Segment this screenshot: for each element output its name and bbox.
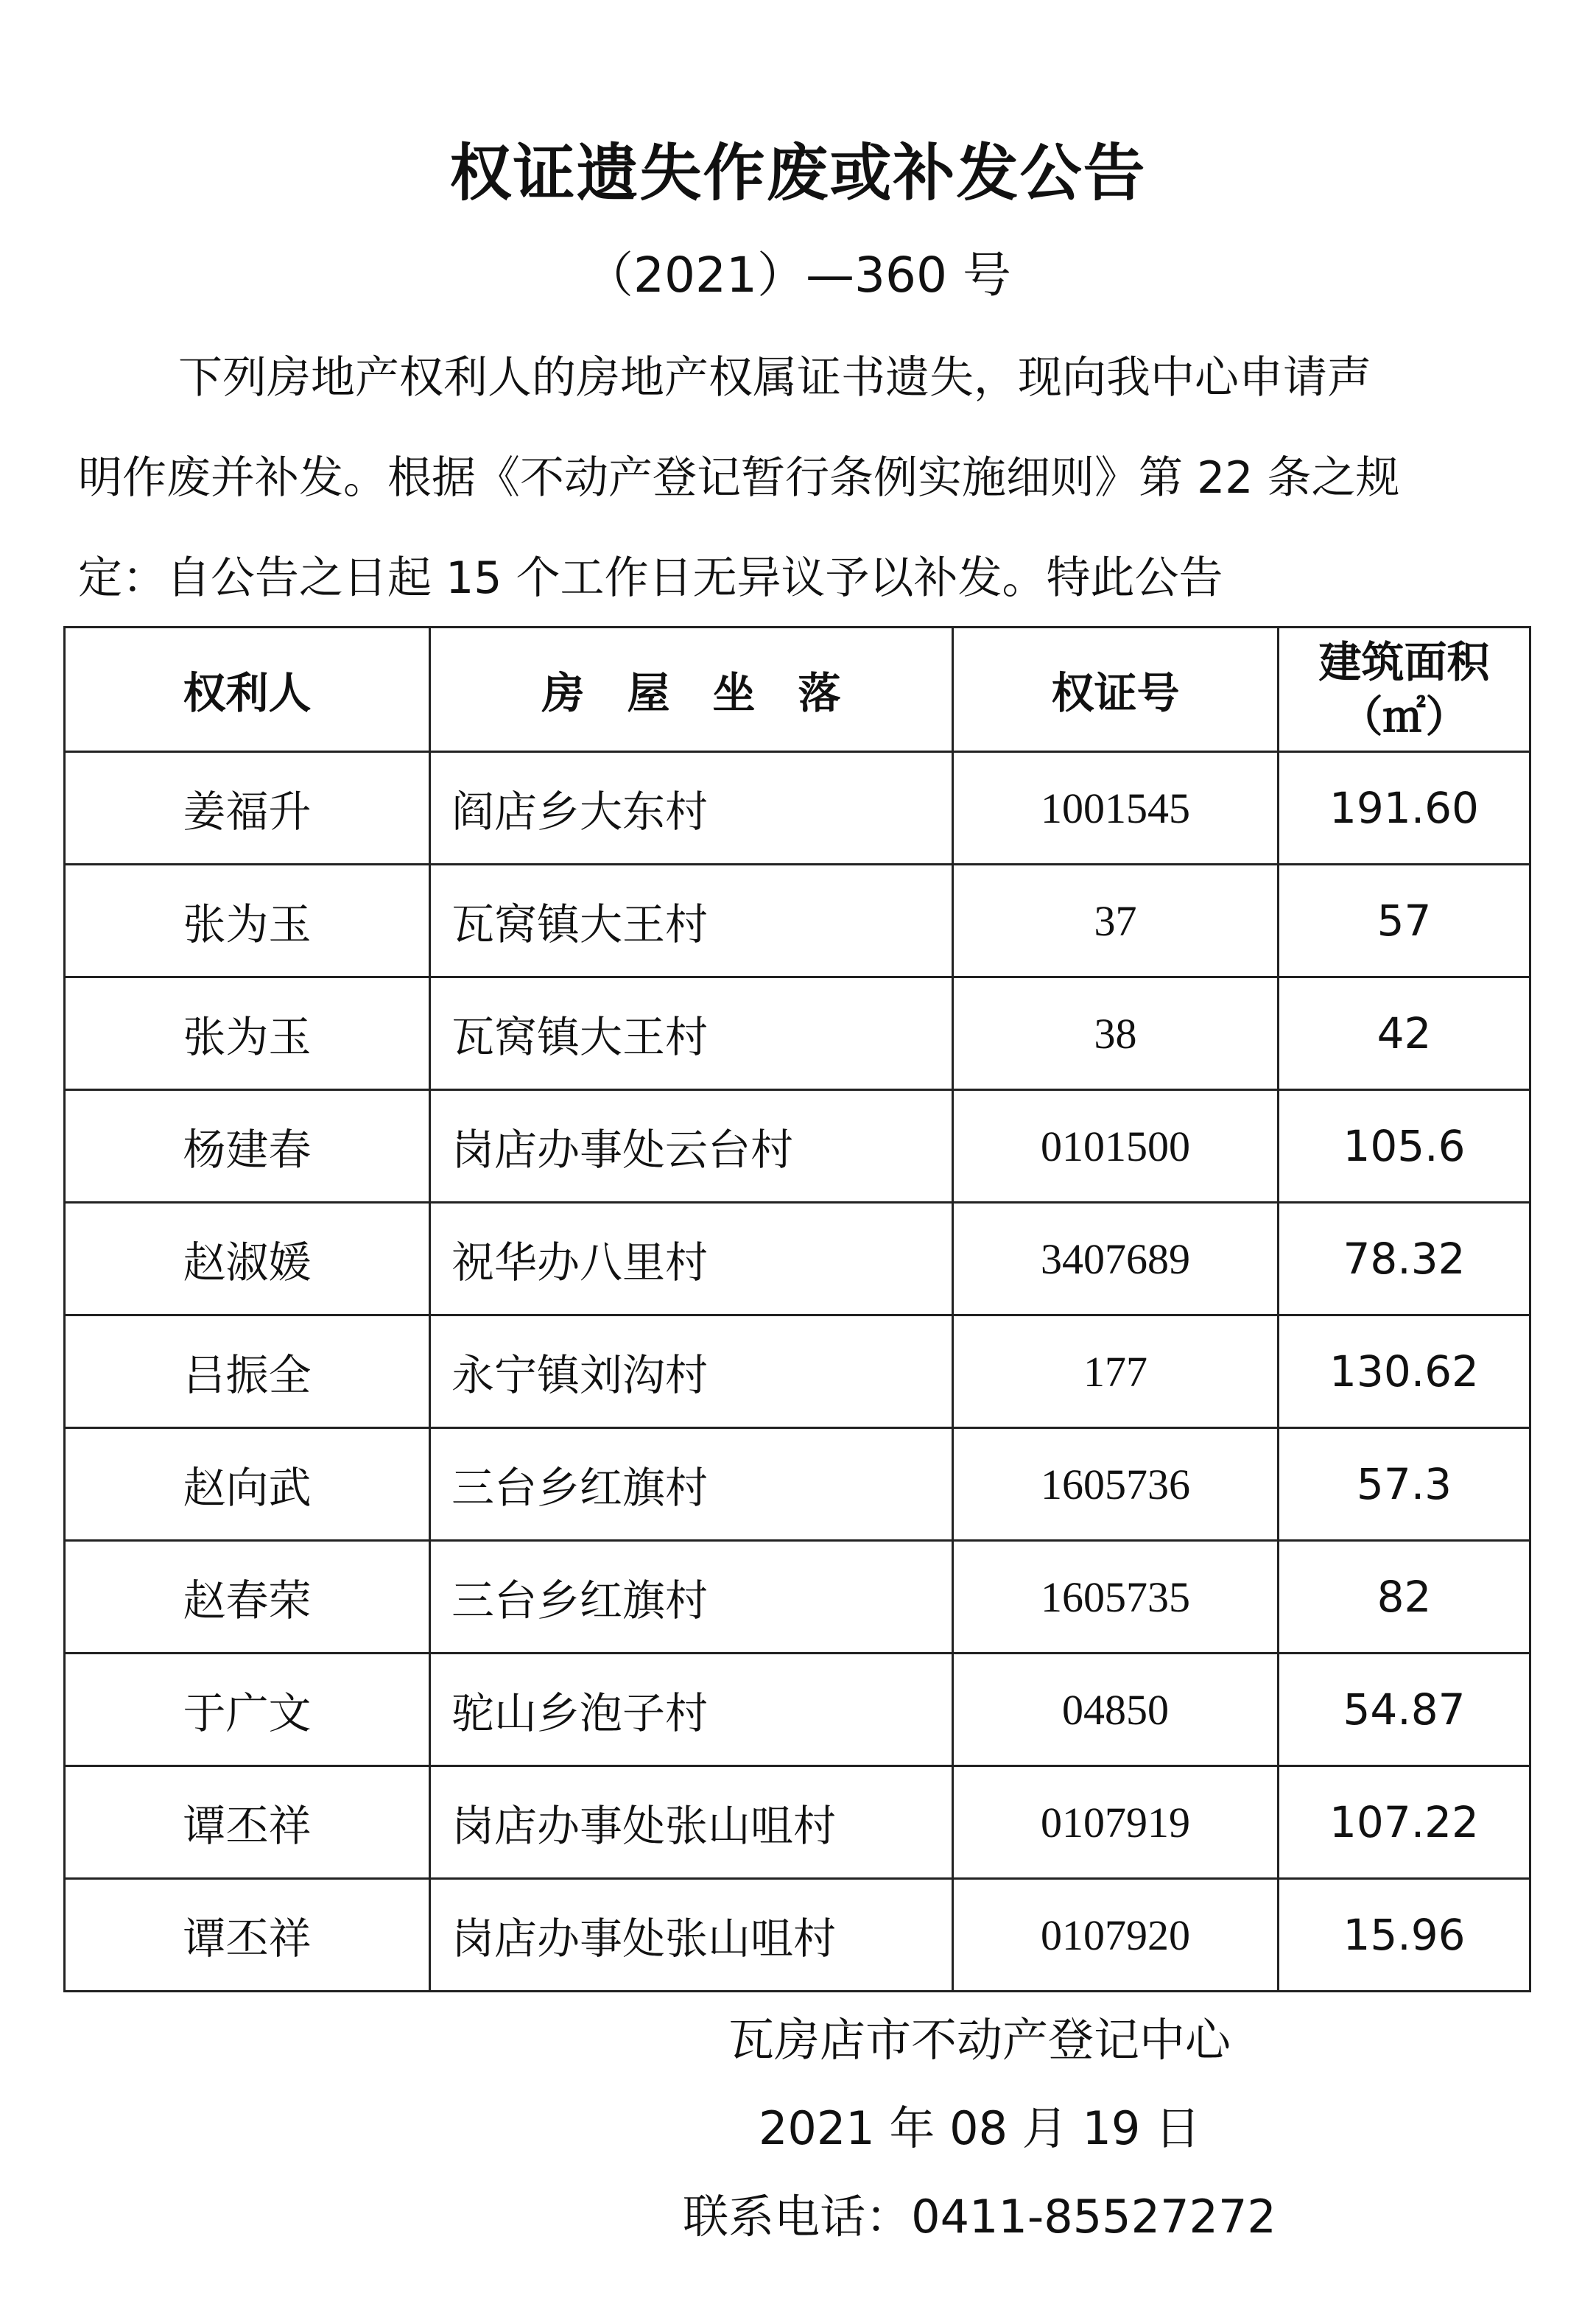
records-table <box>63 626 1531 1992</box>
table-row <box>65 1879 1530 1992</box>
area-cell: 82 <box>1279 1541 1530 1654</box>
table-row <box>65 1654 1530 1766</box>
location-cell: 瓦窝镇大王村 <box>430 865 953 977</box>
certificate-cell: 0107920 <box>953 1879 1279 1992</box>
certificate-cell: 38 <box>953 977 1279 1090</box>
location-cell: 岗店办事处张山咀村 <box>430 1879 953 1992</box>
location-cell: 驼山乡泡子村 <box>430 1654 953 1766</box>
table-header-row <box>65 628 1530 752</box>
issue-date: 2021 年 08 月 19 日 <box>758 2101 1201 2155</box>
table-row <box>65 1541 1530 1654</box>
header-area-unit: （㎡） <box>1340 692 1469 742</box>
owner-cell: 谭丕祥 <box>65 1879 430 1992</box>
area-cell: 105.6 <box>1279 1090 1530 1203</box>
table-row <box>65 1090 1530 1203</box>
area-cell: 42 <box>1279 977 1530 1090</box>
issuing-organization: 瓦房店市不动产登记中心 <box>728 2013 1231 2067</box>
table-body <box>65 752 1530 1992</box>
certificate-cell: 0107919 <box>953 1766 1279 1879</box>
header-certificate: 权证号 <box>953 628 1279 752</box>
table-row <box>65 1203 1530 1315</box>
certificate-cell: 0101500 <box>953 1090 1279 1203</box>
owner-cell: 张为玉 <box>65 865 430 977</box>
paragraph-line-1: 下列房地产权利人的房地产权属证书遗失，现向我中心申请声 <box>178 352 1371 404</box>
page-title: 权证遗失作废或补发公告 <box>449 137 1147 209</box>
table-row <box>65 1766 1530 1879</box>
header-location: 房 屋 坐 落 <box>430 628 953 752</box>
table-row <box>65 1428 1530 1541</box>
area-cell: 57.3 <box>1279 1428 1530 1541</box>
owner-cell: 姜福升 <box>65 752 430 865</box>
location-cell: 祝华办八里村 <box>430 1203 953 1315</box>
owner-cell: 赵向武 <box>65 1428 430 1541</box>
table-row <box>65 865 1530 977</box>
area-cell: 191.60 <box>1279 752 1530 865</box>
table-row <box>65 1315 1530 1428</box>
paragraph-line-3: 定：自公告之日起 15 个工作日无异议予以补发。特此公告 <box>78 552 1223 604</box>
table-row <box>65 977 1530 1090</box>
certificate-cell: 04850 <box>953 1654 1279 1766</box>
area-cell: 54.87 <box>1279 1654 1530 1766</box>
area-cell: 107.22 <box>1279 1766 1530 1879</box>
certificate-cell: 3407689 <box>953 1203 1279 1315</box>
certificate-cell: 1001545 <box>953 752 1279 865</box>
location-cell: 岗店办事处云台村 <box>430 1090 953 1203</box>
area-cell: 130.62 <box>1279 1315 1530 1428</box>
area-cell: 78.32 <box>1279 1203 1530 1315</box>
location-cell: 瓦窝镇大王村 <box>430 977 953 1090</box>
header-area <box>1279 628 1530 752</box>
paragraph-line-2: 明作废并补发。根据《不动产登记暂行条例实施细则》第 22 条之规 <box>78 452 1400 504</box>
owner-cell: 于广文 <box>65 1654 430 1766</box>
owner-cell: 吕振全 <box>65 1315 430 1428</box>
owner-cell: 赵淑媛 <box>65 1203 430 1315</box>
location-cell: 永宁镇刘沟村 <box>430 1315 953 1428</box>
table-row <box>65 752 1530 865</box>
area-cell: 15.96 <box>1279 1879 1530 1992</box>
owner-cell: 张为玉 <box>65 977 430 1090</box>
header-area-label: 建筑面积 <box>1318 637 1490 687</box>
certificate-cell: 1605735 <box>953 1541 1279 1654</box>
owner-cell: 谭丕祥 <box>65 1766 430 1879</box>
header-owner: 权利人 <box>65 628 430 752</box>
owner-cell: 赵春荣 <box>65 1541 430 1654</box>
area-cell: 57 <box>1279 865 1530 977</box>
contact-phone: 联系电话：0411-85527272 <box>683 2190 1276 2244</box>
owner-cell: 杨建春 <box>65 1090 430 1203</box>
certificate-cell: 1605736 <box>953 1428 1279 1541</box>
announcement-paragraph <box>78 328 1522 628</box>
certificate-cell: 177 <box>953 1315 1279 1428</box>
location-cell: 岗店办事处张山咀村 <box>430 1766 953 1879</box>
certificate-cell: 37 <box>953 865 1279 977</box>
location-cell: 三台乡红旗村 <box>430 1541 953 1654</box>
location-cell: 三台乡红旗村 <box>430 1428 953 1541</box>
document-number: （2021）—360 号 <box>585 247 1011 303</box>
location-cell: 阎店乡大东村 <box>430 752 953 865</box>
